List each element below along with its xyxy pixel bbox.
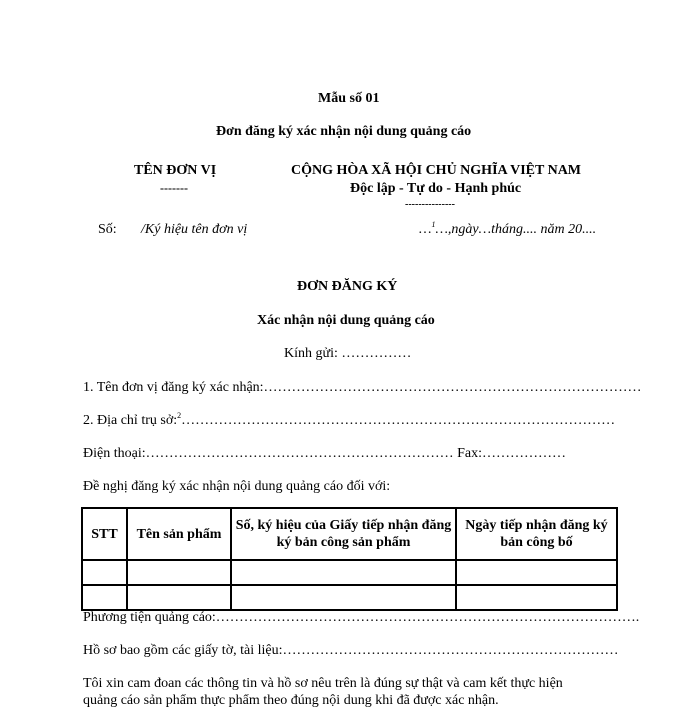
col-header-product-name: Tên sản phẩm <box>127 508 231 560</box>
registration-table <box>81 507 618 611</box>
number-label: Số: <box>98 222 117 237</box>
table-cell[interactable] <box>127 585 231 610</box>
request-line: Đề nghị đăng ký xác nhận nội dung quảng cáo đối với: <box>83 479 391 494</box>
table-cell[interactable] <box>127 560 231 585</box>
country-name: CỘNG HÒA XÃ HỘI CHỦ NGHĨA VIỆT NAM <box>291 163 582 178</box>
date-prefix: … <box>419 222 432 237</box>
commitment-line-1: Tôi xin cam đoan các thông tin và hồ sơ nêu trên là đúng sự thật và cam kết thực hiện <box>83 676 563 691</box>
heading: ĐƠN ĐĂNG KÝ <box>297 279 398 294</box>
unit-rule: ------- <box>160 181 188 195</box>
address-field <box>83 413 615 429</box>
recipient: Kính gửi: …………… <box>284 346 412 361</box>
table-row <box>82 560 617 585</box>
table-cell[interactable] <box>231 585 456 610</box>
table-row <box>82 585 617 610</box>
motto: Độc lập - Tự do - Hạnh phúc <box>350 181 522 196</box>
col-header-received-date: Ngày tiếp nhận đăng ký bản công bố <box>456 508 617 560</box>
form-title: Đơn đăng ký xác nhận nội dung quảng cáo <box>216 124 472 139</box>
address-label: 2. Địa chỉ trụ sở: <box>83 413 178 428</box>
table-cell[interactable] <box>456 560 617 585</box>
table-cell[interactable] <box>82 560 127 585</box>
address-footnote: 2 <box>177 411 182 420</box>
subheading: Xác nhận nội dung quảng cáo <box>257 313 435 328</box>
col-header-certificate-number: Số, ký hiệu của Giấy tiếp nhận đăng ký bản công sản phẩm <box>231 508 456 560</box>
table-cell[interactable] <box>231 560 456 585</box>
documents-line: Hồ sơ bao gồm các giấy tờ, tài liệu:……………………………………………………………… <box>83 643 619 658</box>
date-line <box>419 222 596 238</box>
unit-name: TÊN ĐƠN VỊ <box>134 163 217 178</box>
motto-rule: --------------- <box>405 199 455 210</box>
address-dots: ………………………………………………………………………………… <box>181 413 616 428</box>
phone-fax-field: Điện thoại:………………………………………………………… Fax:……………… <box>83 446 566 461</box>
symbol-label: /Ký hiệu tên đơn vị <box>141 222 248 237</box>
col-header-stt: STT <box>82 508 127 560</box>
table-cell[interactable] <box>82 585 127 610</box>
commitment-line-2: quảng cáo sản phẩm thực phẩm theo đúng nội dung khi đã được xác nhận. <box>83 693 499 708</box>
unit-field: 1. Tên đơn vị đăng ký xác nhận:……………………………………………………………………… <box>83 380 642 395</box>
form-number: Mẫu số 01 <box>318 91 380 106</box>
date-footnote: 1 <box>431 220 436 229</box>
date-rest: …,ngày…tháng.... năm 20.... <box>435 222 597 237</box>
table-header-row <box>82 508 617 560</box>
media-line: Phương tiện quảng cáo:………………………………………………………………………………. <box>83 610 640 625</box>
table-cell[interactable] <box>456 585 617 610</box>
